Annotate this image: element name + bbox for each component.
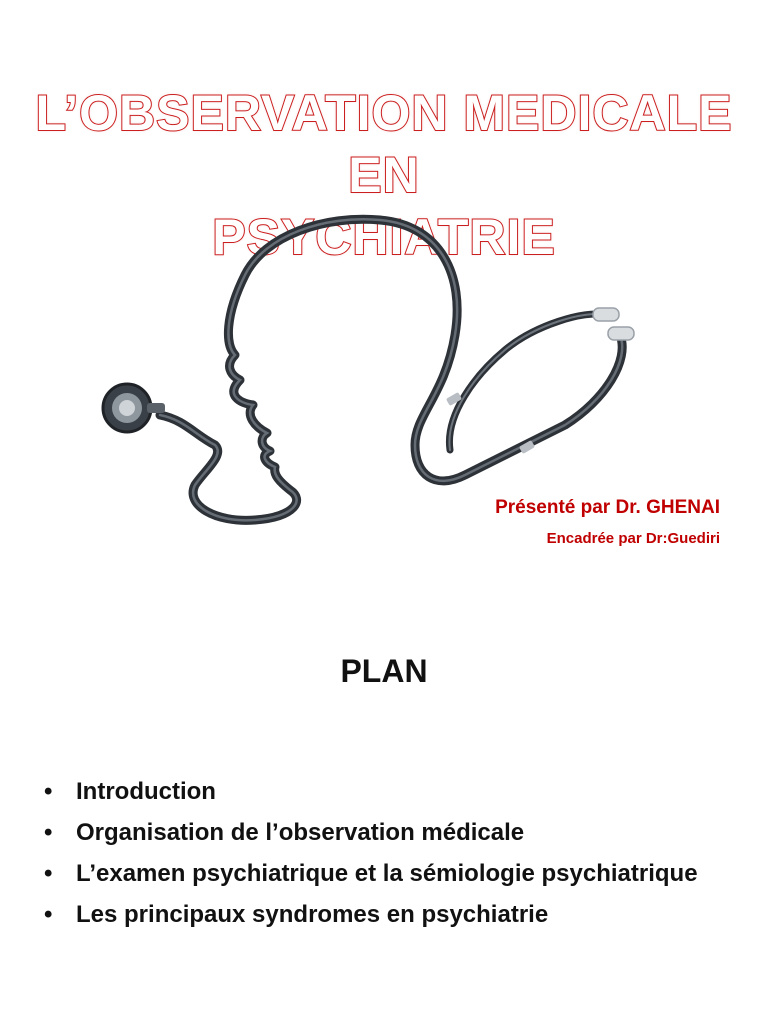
list-item	[44, 776, 744, 807]
slide-title-line-1: L’OBSERVATION MEDICALE EN	[35, 84, 733, 203]
supervisor-name: Encadrée par Dr:Guediri	[546, 530, 720, 547]
bullet-icon: •	[44, 860, 53, 887]
plan-title: PLAN	[340, 652, 428, 689]
list-item-text: L’examen psychiatrique et la sémiologie psychiatrique	[76, 860, 698, 887]
list-item-text: Organisation de l’observation médicale	[76, 819, 525, 846]
list-item	[44, 858, 744, 889]
slide-title-line-2: PSYCHIATRIE	[212, 208, 556, 265]
presenter-name: Présenté par Dr. GHENAI	[495, 497, 720, 518]
list-item	[44, 899, 744, 930]
presenter-block	[495, 494, 720, 550]
bullet-icon: •	[44, 901, 53, 928]
plan-list	[44, 776, 744, 940]
bullet-icon: •	[44, 778, 53, 805]
list-item-text: Introduction	[76, 778, 216, 805]
list-item	[44, 817, 744, 848]
bullet-icon: •	[44, 819, 53, 846]
list-item-text: Les principaux syndromes en psychiatrie	[76, 901, 549, 928]
